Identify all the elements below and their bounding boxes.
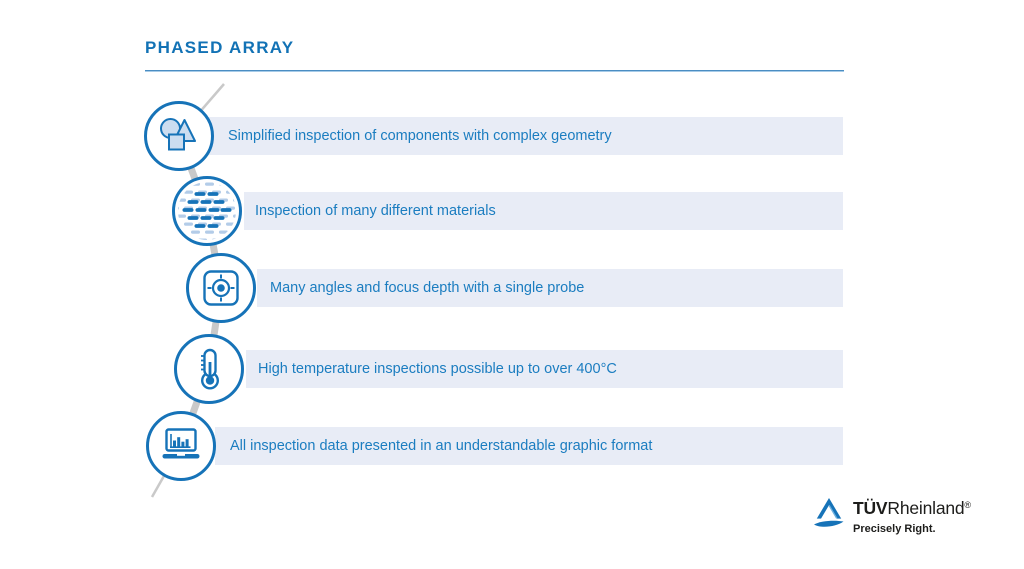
item-bar [215,427,843,465]
tuv-rheinland-logo [812,496,971,535]
brand-name: TÜVRheinland® [853,498,971,518]
item-bar [246,350,843,388]
geometry-shapes-icon [157,114,201,158]
page-title: PHASED ARRAY [145,38,295,57]
item-circle [146,411,216,481]
probe-focus-icon [199,266,243,310]
item-label: Simplified inspection of components with complex geometry [228,128,612,144]
registered-mark: ® [964,500,971,510]
item-circle [144,101,214,171]
item-bar [244,192,843,230]
laptop-chart-icon [159,424,203,468]
item-label: Inspection of many different materials [255,203,496,219]
title-underline [145,70,844,72]
item-circle [174,334,244,404]
thermometer-icon [187,347,231,391]
item-circle [172,176,242,246]
item-label: Many angles and focus depth with a single probe [270,280,585,296]
item-circle [186,253,256,323]
item-label: High temperature inspections possible up to over 400°C [258,361,617,377]
tuv-triangle-icon [812,496,846,530]
item-bar [207,117,843,155]
logo-text [853,496,971,535]
brand-tagline: Precisely Right. [853,522,936,535]
item-label: All inspection data presented in an understandable graphic format [230,438,653,454]
item-bar [257,269,843,307]
materials-pattern-icon [176,180,238,242]
